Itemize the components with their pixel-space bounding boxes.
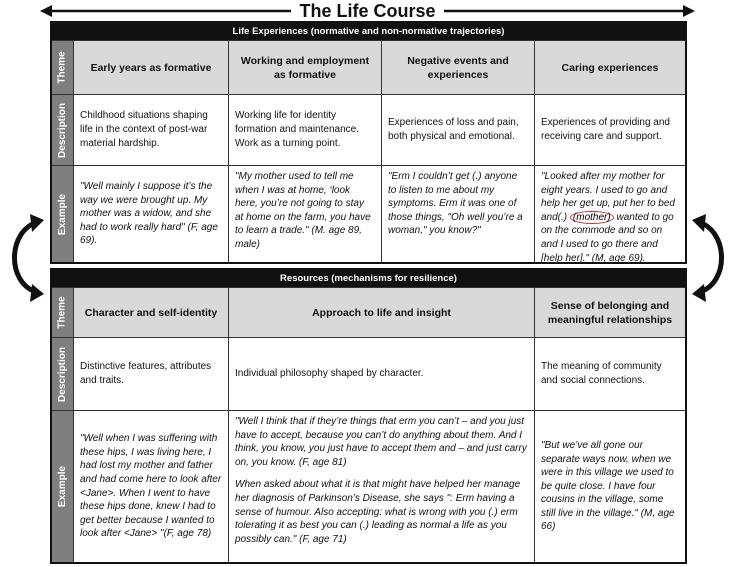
example-cell: "But we’ve all gone our separate ways now, when we were in this village we used to be quite close. I have four cousins in the village, some still live in the village." (M, age 66): [541, 439, 675, 533]
description-cell: Distinctive features, attributes and traits.: [74, 338, 229, 411]
annotated-word: (mother): [570, 211, 614, 224]
page-title: The Life Course: [291, 1, 443, 21]
section-header: Resources (mechanisms for resilience): [52, 270, 685, 288]
example-cell: "Erm I couldn’t get (.) anyone to listen to me about my symptoms. Erm it was one of those things, "Oh well you’re a woman," you know?": [382, 166, 535, 262]
row-label-description: Description: [52, 338, 74, 411]
description-cell: Childhood situations shaping life in the context of post-war material hardship.: [74, 95, 229, 166]
example-quote: When asked about what it is that might have helped her manage her diagnosis of Parkinson’s Disease, she says ": Erm having a sense of humour. Also accepting: what is wrong with you (.) erm tolerating it as best you can (.) leading as normal a life as you possibly can." (F, age 71): [235, 479, 521, 545]
theme-cell: Working and employment as formative: [229, 41, 382, 95]
row-label-example: Example: [52, 166, 74, 262]
theme-cell: Negative events and experiences: [382, 41, 535, 95]
right-cycle-arrow-icon: [688, 212, 735, 304]
life-experiences-table: [50, 21, 687, 264]
theme-cell: Character and self-identity: [74, 288, 229, 338]
resources-table: [50, 268, 687, 564]
example-cell: "My mother used to tell me when I was at home, ‘look here, you’re not going to stay at home on the farm, you have to learn a trade." (M. age 89, male): [229, 166, 382, 262]
example-quote: "Well I think that if they’re things that erm you can’t – and you just have to accept, because you can’t do anything about them. And I think, you know, you just have to accept them and – and just carry on, you know. (F, age 81): [235, 416, 527, 468]
theme-cell: Early years as formative: [74, 41, 229, 95]
theme-cell: Caring experiences: [535, 41, 685, 95]
row-label-description: Description: [52, 95, 74, 166]
left-cycle-arrow-icon: [0, 212, 48, 304]
row-label-theme: Theme: [52, 41, 74, 95]
theme-cell: Sense of belonging and meaningful relationships: [535, 288, 685, 338]
description-cell: The meaning of community and social connections.: [535, 338, 685, 411]
row-label-theme: Theme: [52, 288, 74, 338]
description-cell: Individual philosophy shaped by character.: [229, 338, 535, 411]
example-cell: [229, 411, 535, 562]
row-label-example: Example: [52, 411, 74, 562]
description-cell: Working life for identity formation and maintenance. Work as a turning point.: [229, 95, 382, 166]
example-cell: "Well when I was suffering with these hips, I was living here, I had lost my mother and father and had come here to look after <Jane>. When I went to have these hips done, knew I had to get better because I wanted to look after <Jane> "(F, age 78): [74, 411, 229, 562]
example-cell: "Looked after my mother for eight years. I used to go and help her get up, put her to bed and(.) (mother) wanted to go on the commode and so on and I used to go there and [help her]." (M, age 69).: [541, 171, 675, 264]
section-header: Life Experiences (normative and non-normative trajectories): [52, 23, 685, 41]
description-cell: Experiences of loss and pain, both physical and emotional.: [382, 95, 535, 166]
theme-cell: Approach to life and insight: [229, 288, 535, 338]
title-bar: [0, 0, 735, 22]
example-cell: "Well mainly I suppose it’s the way we were brought up. My mother was a widow, and she had to work really hard" (F, age 69).: [74, 166, 229, 262]
description-cell: Experiences of providing and receiving care and support.: [535, 95, 685, 166]
